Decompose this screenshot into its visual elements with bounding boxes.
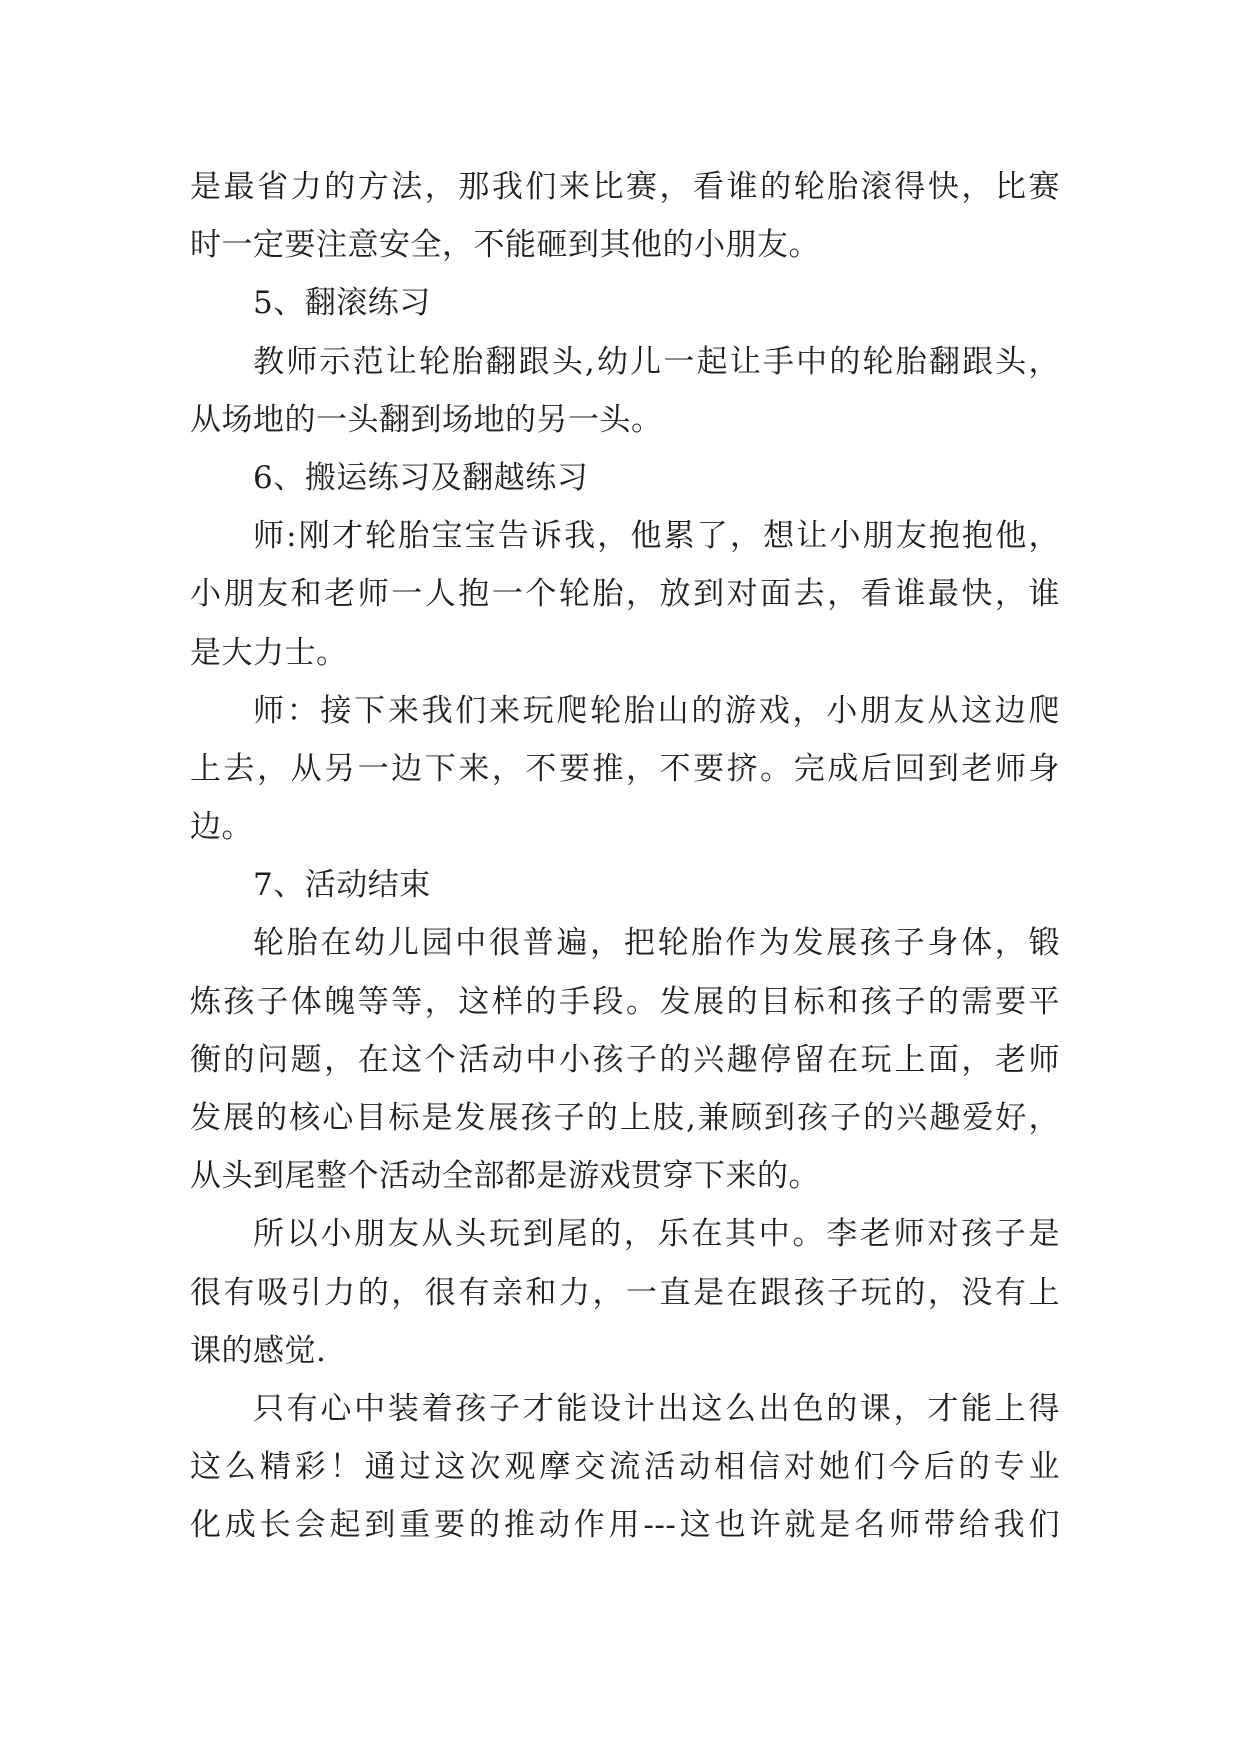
- text-line: 炼孩子体魄等等，这样的手段。发展的目标和孩子的需要平: [190, 983, 1060, 1020]
- text-line: 5、翻滚练习: [253, 285, 431, 322]
- text-line: 发展的核心目标是发展孩子的上肢,兼顾到孩子的兴趣爱好，: [190, 1100, 1060, 1136]
- document-body: [190, 158, 1060, 1555]
- text-line: 教师示范让轮胎翻跟头,幼儿一起让手中的轮胎翻跟头，: [253, 343, 1060, 380]
- text-line: 7、活动结束: [253, 867, 431, 904]
- text-line: 所以小朋友从头玩到尾的，乐在其中。李老师对孩子是: [253, 1216, 1060, 1253]
- text-line: 师:刚才轮胎宝宝告诉我，他累了，想让小朋友抱抱他，: [253, 518, 1060, 555]
- text-line: 课的感觉.: [190, 1332, 327, 1369]
- text-line: 化成长会起到重要的推动作用---这也许就是名师带给我们: [190, 1507, 1060, 1544]
- text-line: 轮胎在幼儿园中很普遍，把轮胎作为发展孩子身体，锻: [253, 925, 1060, 962]
- text-line: 很有吸引力的，很有亲和力，一直是在跟孩子玩的，没有上: [190, 1274, 1060, 1311]
- text-line: 小朋友和老师一人抱一个轮胎，放到对面去，看谁最快，谁: [190, 576, 1060, 613]
- text-line: 是大力士。: [190, 634, 348, 671]
- text-line: 这么精彩！通过这次观摩交流活动相信对她们今后的专业: [190, 1449, 1060, 1486]
- text-line: 边。: [190, 809, 253, 846]
- text-line: 师：接下来我们来玩爬轮胎山的游戏，小朋友从这边爬: [253, 692, 1060, 729]
- text-line: 上去，从另一边下来，不要推，不要挤。完成后回到老师身: [190, 750, 1060, 787]
- text-line: 从场地的一头翻到场地的另一头。: [190, 401, 663, 438]
- text-line: 是最省力的方法，那我们来比赛，看谁的轮胎滚得快，比赛: [190, 169, 1060, 205]
- text-line: 衡的问题，在这个活动中小孩子的兴趣停留在玩上面，老师: [190, 1041, 1060, 1078]
- text-line: 时一定要注意安全，不能砸到其他的小朋友。: [190, 227, 820, 264]
- text-line: 只有心中装着孩子才能设计出这么出色的课，才能上得: [253, 1390, 1060, 1427]
- text-line: 6、搬运练习及翻越练习: [253, 459, 589, 496]
- text-line: 从头到尾整个活动全部都是游戏贯穿下来的。: [190, 1158, 820, 1195]
